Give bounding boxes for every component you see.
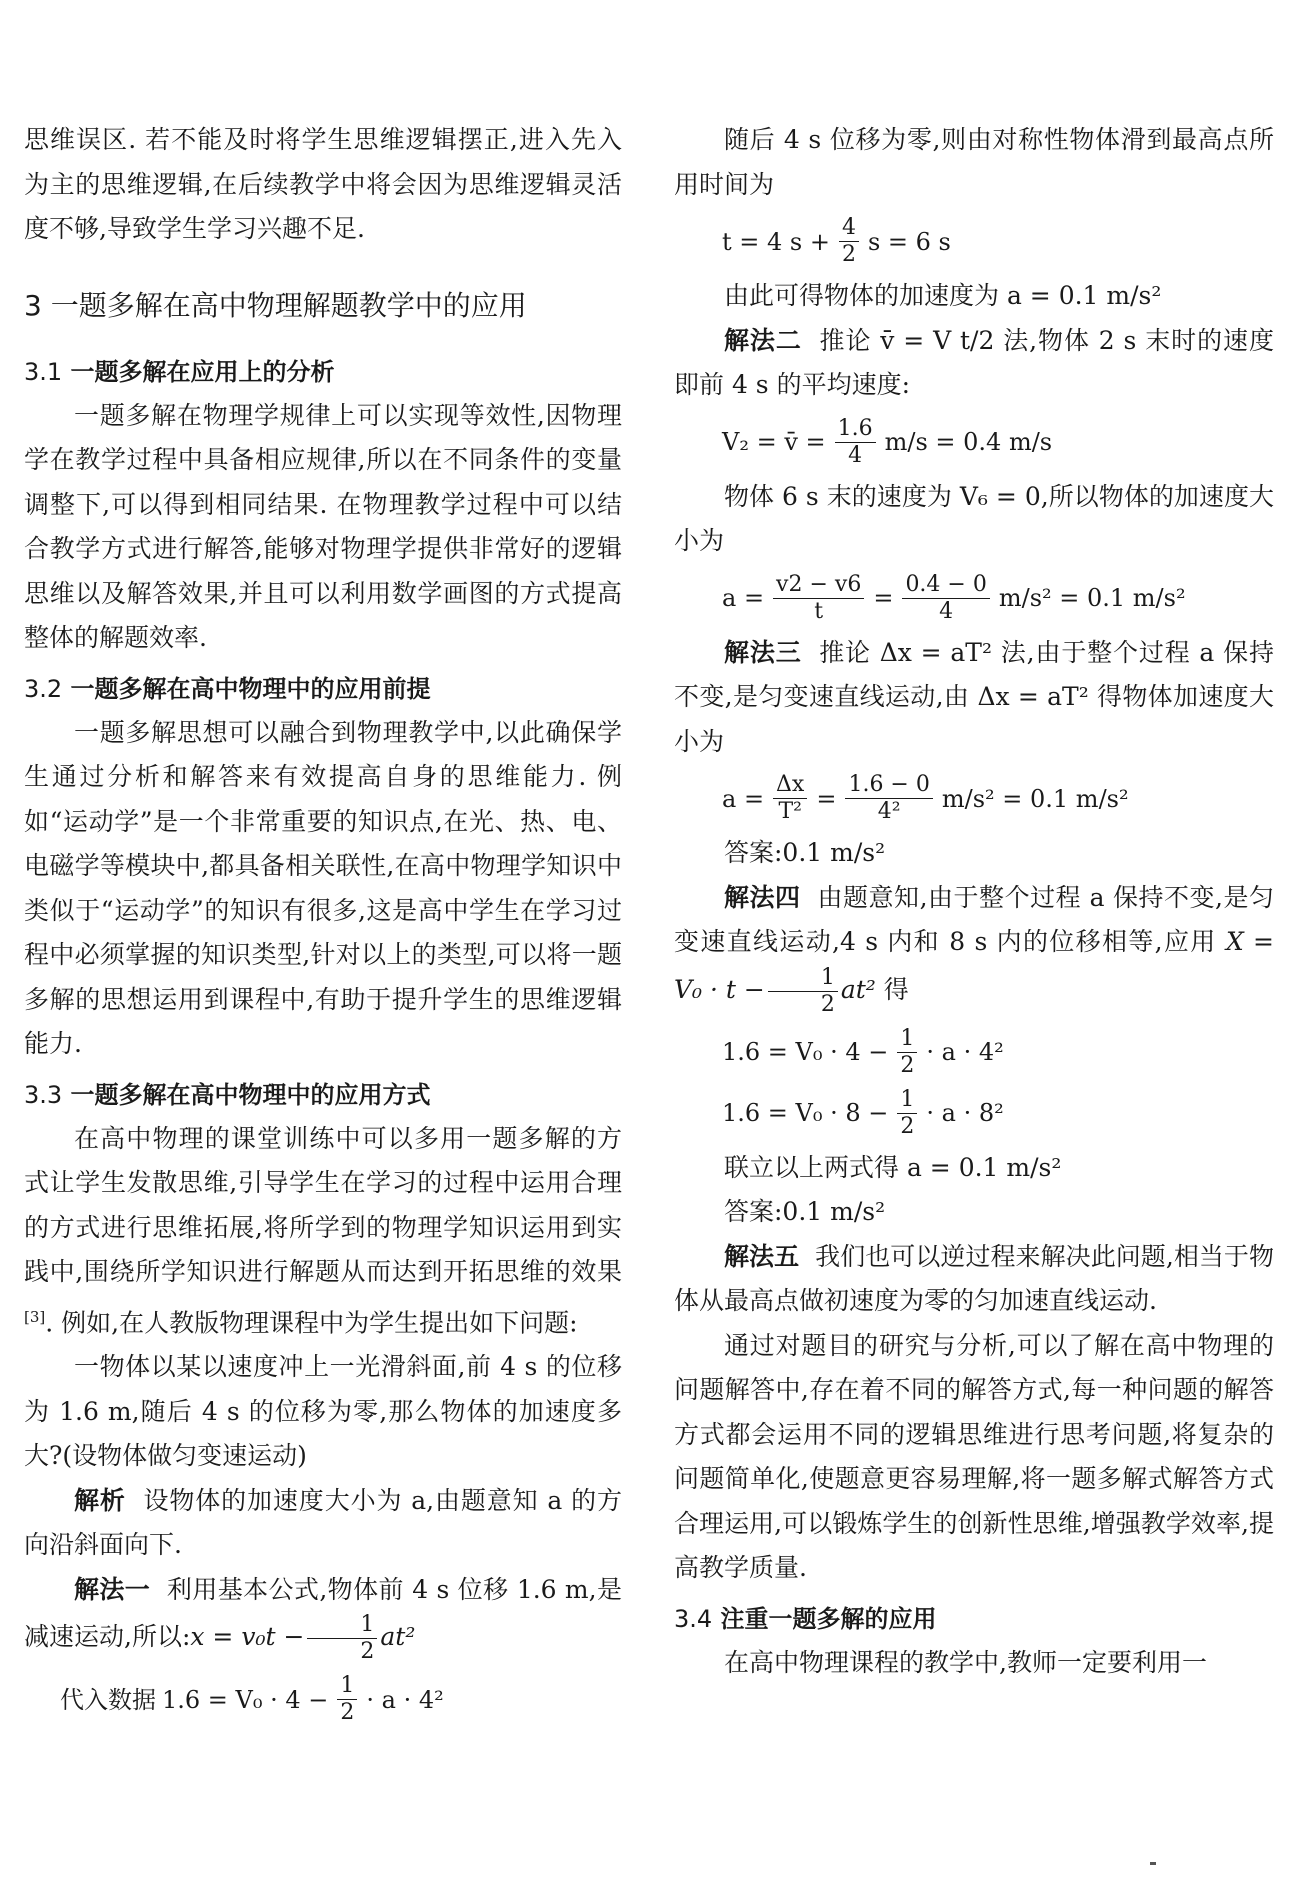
- section-title: 一题多解在高中物理中的应用前提: [70, 674, 431, 703]
- answer-2: 答案:0.1 m/s²: [724, 1197, 886, 1226]
- section-title: 注重一题多解的应用: [720, 1604, 937, 1633]
- section-3-4-paragraph: 在高中物理课程的教学中,教师一定要利用一: [724, 1647, 1207, 1677]
- fraction-half: $\frac{1}{2}$: [897, 1087, 917, 1140]
- section-3-1-paragraph: 一题多解在物理学规律上可以实现等效性,因物理学在教学过程中具备相应规律,所以在不同条件的变量调整下,可以得到相同结果. 在物理教学过程中可以结合教学方式进行解答,能够对物理学提供非常好的逻辑思维以及解答效果,并且可以利用数学画图的方式提高整体的解题效率.: [24, 400, 622, 652]
- method-3-label: 解法三: [724, 637, 802, 667]
- fraction: $\frac{\Delta x}{\text{T²}}$: [773, 772, 807, 825]
- method-2-label: 解法二: [724, 325, 802, 355]
- method-5-paragraph: [674, 1235, 1274, 1324]
- fraction: $\frac{0.4 - 0}{4}$: [902, 572, 989, 625]
- paragraph-result: 由此可得物体的加速度为 a = 0.1 m/s²: [724, 281, 1162, 310]
- method-4-label: 解法四: [724, 882, 801, 912]
- method-5-label: 解法五: [724, 1241, 800, 1271]
- answer-1: 答案:0.1 m/s²: [724, 838, 886, 867]
- fraction-half: $\frac{1}{2}$: [337, 1673, 357, 1726]
- section-3-3-paragraph: [24, 1117, 622, 1346]
- analysis-paragraph: [24, 1479, 622, 1568]
- method-4-paragraph: 解法四 由题意知,由于整个过程 a 保持不变,是匀变速直线运动,4 s 内和 8 s 内的位移相等,应用 X = V₀ · t − $\frac{1}{2}$ at² 得: [674, 882, 1274, 1017]
- section-3-heading: 3 一题多解在高中物理解题教学中的应用: [24, 288, 527, 322]
- page-mark: [1150, 1862, 1156, 1865]
- paragraph-text: . 例如,在人教版物理课程中为学生提出如下问题:: [45, 1307, 578, 1337]
- equation-acceleration: a = $\frac{v2 - v6}{t}$ = $\frac{0.4 - 0}{4}$ m/s² = 0.1 m/s²: [722, 571, 1186, 624]
- equation-4-seconds: 1.6 = V₀ · 4 − $\frac{1}{2}$ · a · 4²: [722, 1025, 1004, 1078]
- equation-average-velocity: V₂ = v̄ = $\frac{1.6}{4}$ m/s = 0.4 m/s: [722, 415, 1053, 468]
- equation-delta-x: a = $\frac{\Delta x}{\text{T²}}$ = $\frac{1.6 - 0}{\text{4²}}$ m/s² = 0.1 m/s²: [722, 772, 1129, 824]
- citation-ref[interactable]: [3]: [24, 1307, 46, 1326]
- method-3-paragraph: [674, 631, 1274, 765]
- paragraph-text: 在高中物理的课堂训练中可以多用一题多解的方式让学生发散思维,引导学生在学习的过程中运用合理的方式进行思维拓展,将所学到的物理学知识运用到实践中,围绕所学知识进行解题从而达到开拓思维的效果: [24, 1123, 622, 1286]
- fraction-half: $\frac{1}{2}$: [897, 1026, 917, 1079]
- fraction: $\frac{1.6 - 0}{\text{4²}}$: [845, 772, 932, 825]
- method-1-text: 利用基本公式,物体前 4 s 位移 1.6 m,是减速运动,所以:: [24, 1574, 622, 1652]
- equation-substitution: 代入数据 1.6 = V₀ · 4 − $\frac{1}{2}$ · a · 4²: [60, 1673, 444, 1726]
- section-3-2-heading: [24, 667, 622, 711]
- fraction: $\frac{1.6}{4}$: [835, 416, 876, 469]
- method-3-text: 推论 Δx = aT² 法,由于整个过程 a 保持不变,是匀变速直线运动,由 Δx = aT² 得物体加速度大小为: [674, 637, 1274, 756]
- equation-8-seconds: 1.6 = V₀ · 8 − $\frac{1}{2}$ · a · 8²: [722, 1086, 1004, 1139]
- analysis-label: 解析: [74, 1485, 126, 1515]
- paragraph-combined: 联立以上两式得 a = 0.1 m/s²: [724, 1152, 1062, 1182]
- paragraph-symmetry: 随后 4 s 位移为零,则由对称性物体滑到最高点所用时间为: [674, 125, 1274, 199]
- section-3-2-paragraph: 一题多解思想可以融合到物理教学中,以此确保学生通过分析和解答来有效提高自身的思维能力. 例如“运动学”是一个非常重要的知识点,在光、热、电、电磁学等模块中,都具备相关联性,在高中物理学知识中类似于“运动学”的知识有很多,这是高中学生在学习过程中必须掌握的知识类型,针对以上的类型,可以将一题多解的思想运用到课程中,有助于提升学生的思维逻辑能力.: [24, 717, 622, 1058]
- right-column: [674, 118, 1274, 1685]
- section-3-3-heading: [24, 1073, 622, 1117]
- method-1-label: 解法一: [74, 1574, 151, 1604]
- left-column: [24, 118, 622, 1732]
- section-number: 3.3: [24, 1080, 63, 1109]
- fraction: $\frac{v2 - v6}{t}$: [773, 572, 864, 625]
- fraction: $\frac{4}{2}$: [839, 215, 859, 268]
- section-title: 一题多解在应用上的分析: [70, 357, 335, 386]
- method-5-text: 我们也可以逆过程来解决此问题,相当于物体从最高点做初速度为零的匀加速直线运动.: [674, 1241, 1274, 1315]
- section-number: 3.2: [24, 674, 63, 703]
- equation-time: t = 4 s + $\frac{4}{2}$ s = 6 s: [722, 215, 951, 267]
- section-number: 3.1: [24, 357, 63, 386]
- method-2-paragraph: [674, 319, 1274, 408]
- method-4-text: 由题意知,由于整个过程 a 保持不变,是匀变速直线运动,4 s 内和 8 s 内的位移相等,应用: [674, 882, 1274, 956]
- section-3-4-heading: [674, 1597, 1274, 1641]
- analysis-text: 设物体的加速度大小为 a,由题意知 a 的方向沿斜面向下.: [24, 1485, 622, 1560]
- conclusion-paragraph: 通过对题目的研究与分析,可以了解在高中物理的问题解答中,存在着不同的解答方式,每一种问题的解答方式都会运用不同的逻辑思维进行思考问题,将复杂的问题简单化,使题意更容易理解,将一题多解式解答方式合理运用,可以锻炼学生的创新性思维,增强教学效率,提高教学质量.: [674, 1330, 1274, 1582]
- fraction-half: $\frac{1}{2}$: [768, 965, 838, 1018]
- section-3-1-heading: [24, 350, 622, 394]
- section-number: 3.4: [674, 1604, 713, 1633]
- method-2-text: 推论 v̄ = V t/2 法,物体 2 s 末时的速度即前 4 s 的平均速度:: [674, 325, 1274, 399]
- problem-statement: 一物体以某以速度冲上一光滑斜面,前 4 s 的位移为 1.6 m,随后 4 s 的位移为零,那么物体的加速度多大?(设物体做匀变速运动): [24, 1352, 622, 1471]
- formula: x = v₀t −: [190, 1622, 305, 1652]
- method-1-paragraph: [24, 1568, 622, 1666]
- section-title: 一题多解在高中物理中的应用方式: [70, 1080, 431, 1109]
- intro-paragraph: 思维误区. 若不能及时将学生思维逻辑摆正,进入先入为主的思维逻辑,在后续教学中将会因为思维逻辑灵活度不够,导致学生学习兴趣不足.: [24, 125, 622, 243]
- paragraph-final-velocity: 物体 6 s 末的速度为 V₆ = 0,所以物体的加速度大小为: [674, 481, 1274, 555]
- fraction-half: $\frac{1}{2}$: [307, 1612, 377, 1665]
- formula: at²: [380, 1622, 416, 1652]
